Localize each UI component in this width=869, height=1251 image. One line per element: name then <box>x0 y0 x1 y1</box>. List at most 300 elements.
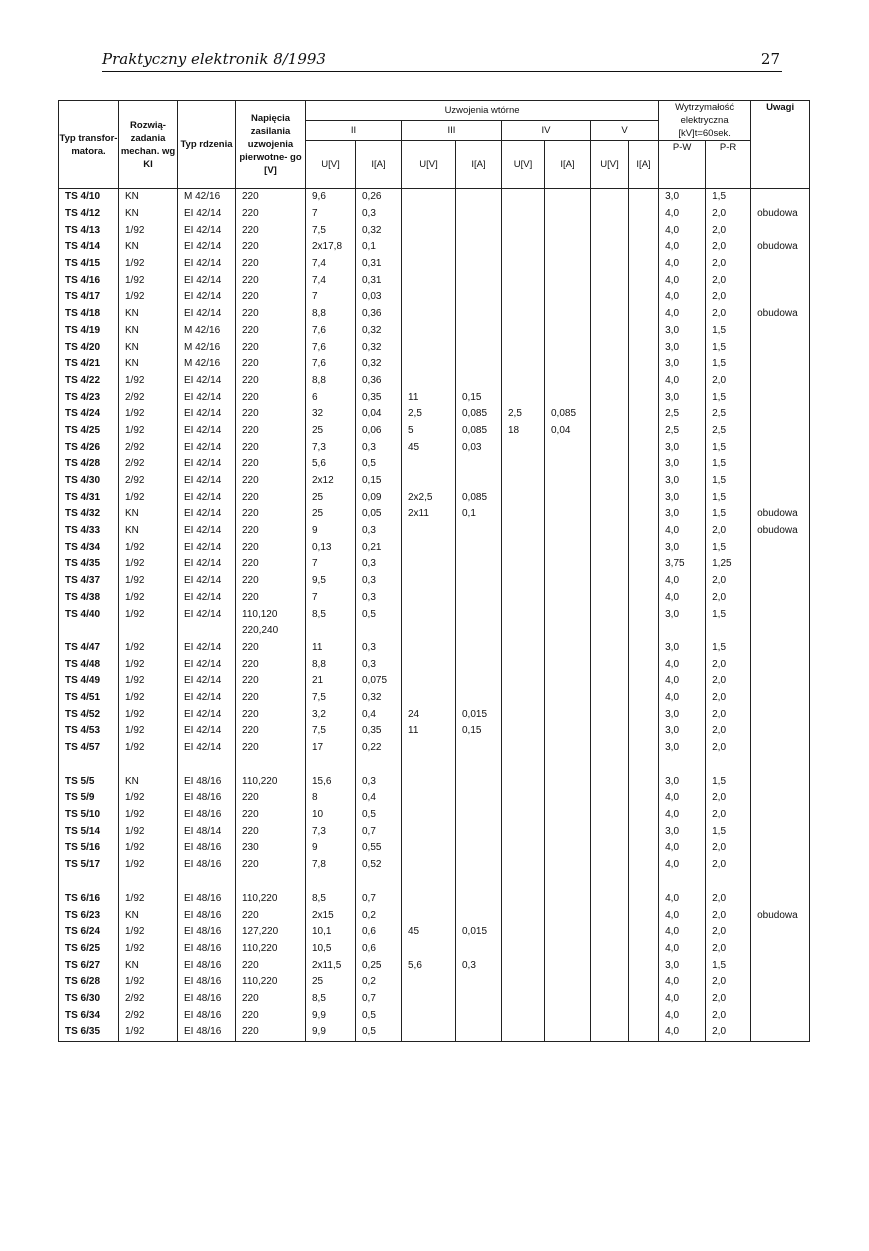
table-cell <box>591 189 629 206</box>
table-cell <box>402 306 456 323</box>
table-cell: 0,3 <box>356 656 402 673</box>
table-cell <box>456 807 502 824</box>
table-cell <box>591 941 629 958</box>
table-cell: 220 <box>236 189 306 206</box>
table-cell <box>178 874 236 891</box>
table-cell: 4,0 <box>659 924 706 941</box>
table-cell: 1/92 <box>119 740 178 757</box>
table-cell <box>629 957 659 974</box>
table-cell: 2x12 <box>306 473 356 490</box>
table-cell <box>706 874 751 891</box>
table-row <box>59 239 810 256</box>
table-cell <box>629 306 659 323</box>
header-u-ii: U[V] <box>306 141 356 189</box>
table-cell <box>591 473 629 490</box>
table-cell <box>402 373 456 390</box>
table-cell: EI 42/14 <box>178 289 236 306</box>
table-cell <box>629 924 659 941</box>
table-cell: 1,5 <box>706 389 751 406</box>
table-cell <box>629 740 659 757</box>
table-cell: KN <box>119 323 178 340</box>
table-cell: 0,3 <box>356 206 402 223</box>
table-cell <box>591 523 629 540</box>
table-cell: 1,5 <box>706 339 751 356</box>
table-cell: 1/92 <box>119 857 178 874</box>
table-cell <box>502 974 545 991</box>
table-cell <box>502 857 545 874</box>
table-cell <box>456 857 502 874</box>
table-cell <box>629 857 659 874</box>
table-cell: TS 4/26 <box>59 439 119 456</box>
table-cell: 0,35 <box>356 389 402 406</box>
table-cell: 2,0 <box>706 306 751 323</box>
table-row <box>59 640 810 657</box>
table-cell: 1,5 <box>706 456 751 473</box>
table-cell: 4,0 <box>659 907 706 924</box>
table-cell <box>591 773 629 790</box>
table-cell <box>502 840 545 857</box>
table-cell: 1,5 <box>706 957 751 974</box>
table-cell: 3,0 <box>659 640 706 657</box>
table-cell <box>545 373 591 390</box>
table-cell: 1/92 <box>119 606 178 623</box>
table-cell <box>545 1024 591 1041</box>
table-cell <box>502 740 545 757</box>
table-cell: 7,6 <box>306 339 356 356</box>
table-cell: 4,0 <box>659 673 706 690</box>
table-cell: 1/92 <box>119 640 178 657</box>
table-cell: EI 42/14 <box>178 389 236 406</box>
header-rozwiazania: Rozwią- zadania mechan. wg KI <box>119 101 178 189</box>
table-cell <box>502 823 545 840</box>
table-cell: 1,5 <box>706 323 751 340</box>
table-cell: 0,1 <box>356 239 402 256</box>
table-cell: 1/92 <box>119 272 178 289</box>
table-cell <box>456 306 502 323</box>
table-cell <box>545 323 591 340</box>
table-cell: 2,0 <box>706 590 751 607</box>
table-cell: 220 <box>236 640 306 657</box>
table-cell <box>402 256 456 273</box>
table-cell: 1/92 <box>119 556 178 573</box>
table-cell: 220 <box>236 339 306 356</box>
table-cell: EI 42/14 <box>178 606 236 623</box>
table-cell <box>629 706 659 723</box>
table-cell: obudowa <box>751 239 810 256</box>
table-row <box>59 1024 810 1041</box>
table-cell: TS 6/28 <box>59 974 119 991</box>
table-cell <box>629 974 659 991</box>
table-cell: TS 4/32 <box>59 506 119 523</box>
table-cell: 1/92 <box>119 590 178 607</box>
table-cell: EI 42/14 <box>178 272 236 289</box>
table-cell <box>751 439 810 456</box>
table-cell: 0,32 <box>356 339 402 356</box>
table-cell <box>402 473 456 490</box>
table-cell: 110,120 <box>236 606 306 623</box>
table-cell: TS 4/53 <box>59 723 119 740</box>
table-cell: TS 4/10 <box>59 189 119 206</box>
table-cell: TS 4/31 <box>59 489 119 506</box>
table-cell: 4,0 <box>659 272 706 289</box>
table-cell: 0,5 <box>356 1007 402 1024</box>
table-cell: 2/92 <box>119 991 178 1008</box>
table-cell <box>59 756 119 773</box>
table-cell <box>629 773 659 790</box>
table-cell: KN <box>119 339 178 356</box>
table-cell: 2/92 <box>119 439 178 456</box>
table-cell: 1,5 <box>706 606 751 623</box>
table-cell: 45 <box>402 924 456 941</box>
table-cell: EI 42/14 <box>178 740 236 757</box>
table-cell: 4,0 <box>659 573 706 590</box>
table-cell: EI 48/16 <box>178 907 236 924</box>
table-row <box>59 857 810 874</box>
table-cell: 1,5 <box>706 489 751 506</box>
table-cell <box>402 790 456 807</box>
table-cell: 220 <box>236 506 306 523</box>
header-napiecie: Napięcia zasilania uzwojenia pierwotne- go [V] <box>236 101 306 189</box>
table-cell <box>591 623 629 640</box>
table-cell: EI 42/14 <box>178 256 236 273</box>
table-cell <box>456 590 502 607</box>
table-cell: 0,26 <box>356 189 402 206</box>
table-cell: 1/92 <box>119 840 178 857</box>
table-cell <box>629 423 659 440</box>
table-cell: EI 42/14 <box>178 556 236 573</box>
table-cell <box>751 573 810 590</box>
table-cell <box>502 573 545 590</box>
table-cell: EI 42/14 <box>178 306 236 323</box>
table-cell <box>545 891 591 908</box>
table-cell <box>402 523 456 540</box>
table-cell: obudowa <box>751 506 810 523</box>
header-i-v: I[A] <box>629 141 659 189</box>
table-cell <box>545 606 591 623</box>
table-cell <box>545 623 591 640</box>
table-row <box>59 323 810 340</box>
table-cell: 7 <box>306 206 356 223</box>
table-cell: 220 <box>236 957 306 974</box>
table-cell <box>751 924 810 941</box>
table-cell: 0,5 <box>356 807 402 824</box>
table-cell <box>629 823 659 840</box>
table-cell <box>629 323 659 340</box>
table-cell <box>706 623 751 640</box>
table-cell: 0,3 <box>356 590 402 607</box>
table-cell <box>545 740 591 757</box>
table-cell: 220 <box>236 323 306 340</box>
table-cell <box>591 539 629 556</box>
table-cell: 11 <box>402 723 456 740</box>
table-cell: 2,0 <box>706 523 751 540</box>
table-cell: obudowa <box>751 206 810 223</box>
table-cell <box>591 289 629 306</box>
table-cell <box>402 974 456 991</box>
table-cell <box>545 339 591 356</box>
table-cell: 2,0 <box>706 924 751 941</box>
table-cell <box>591 1024 629 1041</box>
table-cell: TS 4/18 <box>59 306 119 323</box>
table-cell: 220 <box>236 473 306 490</box>
table-cell: 7,3 <box>306 439 356 456</box>
table-cell: 0,3 <box>356 773 402 790</box>
table-cell: 127,220 <box>236 924 306 941</box>
table-cell <box>545 640 591 657</box>
table-cell: 0,085 <box>456 406 502 423</box>
table-cell: 4,0 <box>659 523 706 540</box>
table-cell: 220 <box>236 590 306 607</box>
table-cell <box>545 573 591 590</box>
table-cell <box>591 974 629 991</box>
table-cell <box>456 373 502 390</box>
page-number: 27 <box>760 50 780 68</box>
table-cell <box>502 306 545 323</box>
table-cell <box>751 840 810 857</box>
table-cell: TS 4/16 <box>59 272 119 289</box>
table-cell: 1,5 <box>706 539 751 556</box>
table-cell: 2,0 <box>706 857 751 874</box>
header-uwagi: Uwagi <box>751 101 810 189</box>
table-cell <box>545 823 591 840</box>
header-winding-ii: II <box>306 121 402 141</box>
table-cell <box>402 573 456 590</box>
table-cell <box>751 456 810 473</box>
table-cell: 2,0 <box>706 740 751 757</box>
table-cell <box>751 891 810 908</box>
table-cell: 25 <box>306 489 356 506</box>
table-cell <box>456 356 502 373</box>
table-cell <box>591 256 629 273</box>
table-cell: 220 <box>236 656 306 673</box>
table-cell: TS 4/48 <box>59 656 119 673</box>
header-i-iii: I[A] <box>456 141 502 189</box>
table-cell: EI 42/14 <box>178 706 236 723</box>
table-cell <box>456 222 502 239</box>
table-row <box>59 690 810 707</box>
table-cell: 2/92 <box>119 389 178 406</box>
table-cell: 4,0 <box>659 306 706 323</box>
table-cell: 220 <box>236 706 306 723</box>
table-cell <box>591 306 629 323</box>
table-cell: 0,015 <box>456 924 502 941</box>
table-cell: 5,6 <box>306 456 356 473</box>
table-cell: 0,06 <box>356 423 402 440</box>
table-cell <box>629 891 659 908</box>
table-cell <box>502 924 545 941</box>
table-cell <box>502 690 545 707</box>
table-cell <box>591 823 629 840</box>
table-cell <box>629 489 659 506</box>
table-cell <box>751 590 810 607</box>
table-cell <box>545 673 591 690</box>
table-cell: 1/92 <box>119 256 178 273</box>
table-cell <box>456 974 502 991</box>
table-cell: obudowa <box>751 523 810 540</box>
table-cell <box>456 690 502 707</box>
table-cell: EI 48/16 <box>178 1007 236 1024</box>
table-cell: 1/92 <box>119 723 178 740</box>
table-cell: 4,0 <box>659 991 706 1008</box>
table-cell <box>402 840 456 857</box>
table-cell: KN <box>119 957 178 974</box>
table-cell: 1,5 <box>706 773 751 790</box>
table-cell: 2,0 <box>706 206 751 223</box>
table-cell: 3,0 <box>659 606 706 623</box>
table-cell: EI 42/14 <box>178 590 236 607</box>
table-row <box>59 439 810 456</box>
table-cell: TS 4/17 <box>59 289 119 306</box>
table-cell <box>545 773 591 790</box>
table-cell: 220 <box>236 823 306 840</box>
table-row <box>59 891 810 908</box>
table-cell: 3,0 <box>659 489 706 506</box>
table-cell <box>751 1007 810 1024</box>
table-cell <box>591 874 629 891</box>
table-cell <box>545 239 591 256</box>
table-row <box>59 506 810 523</box>
table-cell: 2,0 <box>706 289 751 306</box>
table-cell: 4,0 <box>659 1024 706 1041</box>
table-cell <box>502 907 545 924</box>
table-cell: 11 <box>402 389 456 406</box>
table-cell <box>456 339 502 356</box>
table-cell <box>456 941 502 958</box>
table-row <box>59 706 810 723</box>
table-cell <box>456 606 502 623</box>
table-row <box>59 206 810 223</box>
table-cell: 1,5 <box>706 189 751 206</box>
header-i-iv: I[A] <box>545 141 591 189</box>
table-cell <box>629 1024 659 1041</box>
table-cell <box>629 656 659 673</box>
table-cell: 2x17,8 <box>306 239 356 256</box>
table-cell: 9,6 <box>306 189 356 206</box>
table-cell <box>456 623 502 640</box>
table-cell <box>456 790 502 807</box>
table-cell <box>629 807 659 824</box>
table-cell <box>751 406 810 423</box>
table-cell: 0,3 <box>356 439 402 456</box>
table-cell: EI 42/14 <box>178 473 236 490</box>
table-cell: 0,3 <box>356 573 402 590</box>
table-cell: 0,32 <box>356 356 402 373</box>
table-cell <box>751 656 810 673</box>
table-cell <box>402 590 456 607</box>
table-cell: 25 <box>306 506 356 523</box>
table-cell <box>591 456 629 473</box>
table-cell: 0,15 <box>456 389 502 406</box>
table-cell <box>629 456 659 473</box>
table-cell: 3,0 <box>659 356 706 373</box>
table-cell: 3,0 <box>659 539 706 556</box>
table-cell: 2,0 <box>706 690 751 707</box>
table-cell <box>659 623 706 640</box>
table-cell: 220 <box>236 222 306 239</box>
table-cell <box>629 439 659 456</box>
table-cell: 4,0 <box>659 690 706 707</box>
table-cell: EI 42/14 <box>178 373 236 390</box>
table-cell <box>502 723 545 740</box>
table-cell <box>502 656 545 673</box>
table-cell: 220 <box>236 573 306 590</box>
table-cell: 9,5 <box>306 573 356 590</box>
table-cell <box>545 256 591 273</box>
table-cell <box>545 974 591 991</box>
table-cell <box>402 891 456 908</box>
table-cell: 8,5 <box>306 606 356 623</box>
table-cell: 1/92 <box>119 573 178 590</box>
table-cell <box>402 740 456 757</box>
header-u-v: U[V] <box>591 141 629 189</box>
table-cell <box>402 640 456 657</box>
table-cell <box>591 924 629 941</box>
table-cell: 2,0 <box>706 891 751 908</box>
table-cell: EI 42/14 <box>178 690 236 707</box>
table-cell: 2,0 <box>706 907 751 924</box>
table-cell: 0,5 <box>356 1024 402 1041</box>
table-cell <box>456 1024 502 1041</box>
table-cell: 0,2 <box>356 907 402 924</box>
table-cell: 2,0 <box>706 723 751 740</box>
table-cell: TS 5/9 <box>59 790 119 807</box>
table-row <box>59 656 810 673</box>
table-cell <box>545 206 591 223</box>
table-row <box>59 790 810 807</box>
table-cell <box>502 957 545 974</box>
table-cell <box>591 423 629 440</box>
table-row <box>59 1007 810 1024</box>
table-cell: 9,9 <box>306 1007 356 1024</box>
table-cell: KN <box>119 206 178 223</box>
table-cell: 1/92 <box>119 790 178 807</box>
table-cell: EI 42/14 <box>178 539 236 556</box>
table-cell <box>502 991 545 1008</box>
table-row <box>59 756 810 773</box>
table-cell <box>502 1007 545 1024</box>
table-cell: 1/92 <box>119 1024 178 1041</box>
table-cell <box>402 1024 456 1041</box>
table-cell <box>402 289 456 306</box>
table-cell: 0,015 <box>456 706 502 723</box>
table-cell: 2x2,5 <box>402 489 456 506</box>
table-cell: 2/92 <box>119 456 178 473</box>
header-u-iii: U[V] <box>402 141 456 189</box>
table-cell <box>545 456 591 473</box>
table-cell: TS 6/16 <box>59 891 119 908</box>
table-cell: 1/92 <box>119 673 178 690</box>
table-cell: 0,085 <box>456 423 502 440</box>
table-cell <box>402 323 456 340</box>
table-cell: TS 6/23 <box>59 907 119 924</box>
table-cell <box>502 289 545 306</box>
table-cell <box>545 523 591 540</box>
table-cell: 220 <box>236 256 306 273</box>
table-cell: 0,3 <box>356 556 402 573</box>
table-cell <box>751 974 810 991</box>
table-cell <box>629 1007 659 1024</box>
table-cell <box>502 222 545 239</box>
table-cell <box>591 506 629 523</box>
table-cell <box>456 874 502 891</box>
table-cell: 7,5 <box>306 723 356 740</box>
table-cell <box>591 891 629 908</box>
table-cell: 3,0 <box>659 823 706 840</box>
table-cell: 8,5 <box>306 991 356 1008</box>
table-cell: EI 48/16 <box>178 891 236 908</box>
table-cell <box>502 673 545 690</box>
table-cell <box>402 673 456 690</box>
